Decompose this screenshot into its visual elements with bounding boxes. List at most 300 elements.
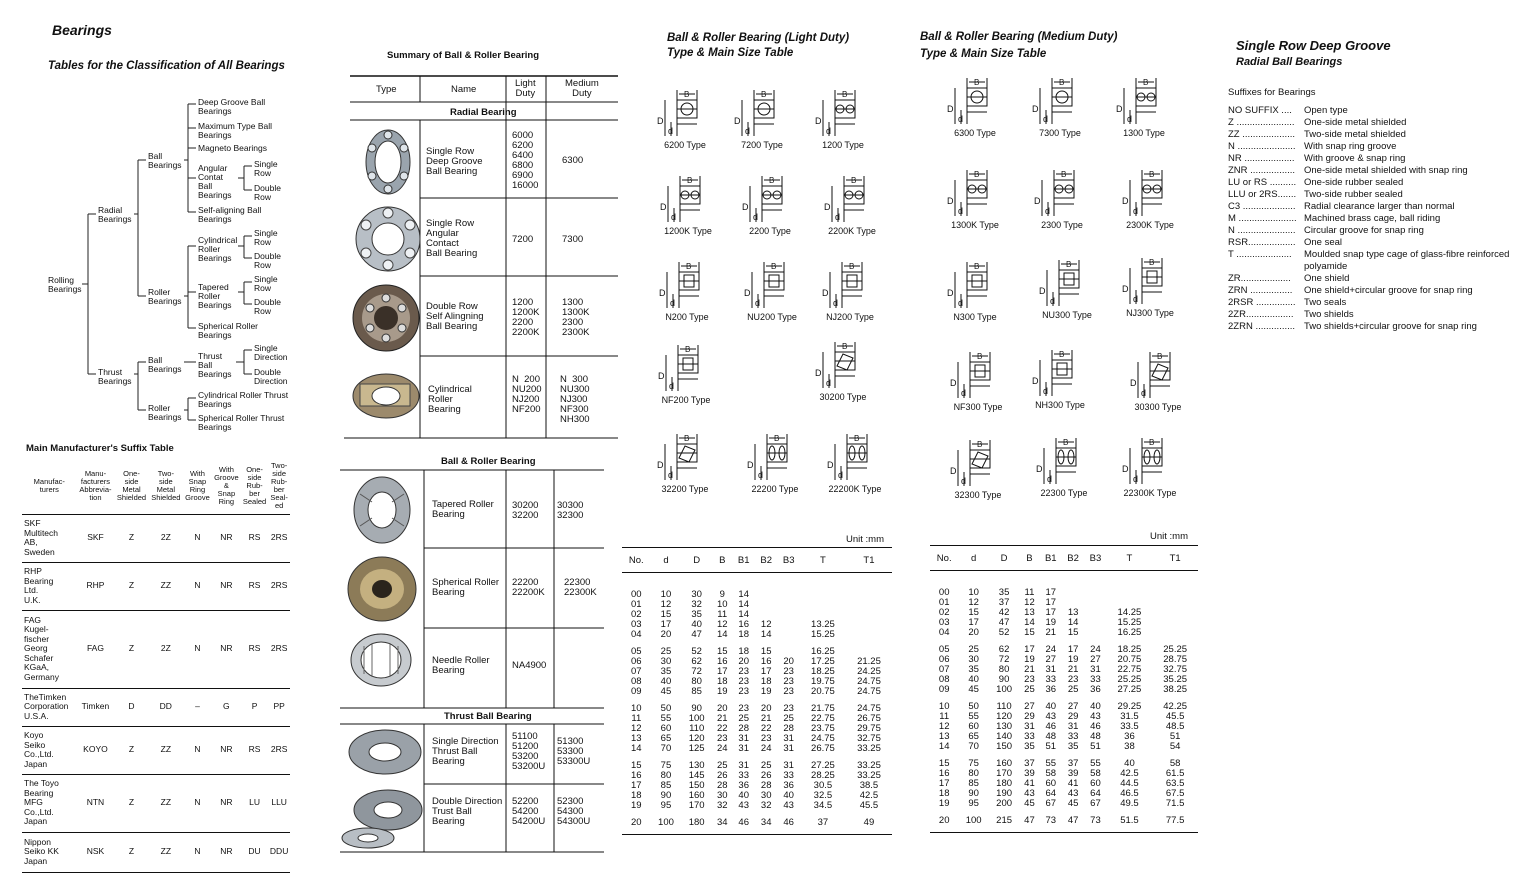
light-cell: 31 33 36 40 43: [783, 759, 794, 811]
medium-type-label: 22300 Type: [1040, 488, 1088, 498]
light-type-label: 7200 Type: [741, 140, 783, 150]
medium-type-label: 2300 Type: [1041, 220, 1083, 230]
medium-diagram: [1020, 76, 1100, 138]
svg-text:D: D: [815, 116, 822, 126]
summary-medium-cell: 30300 32300: [557, 500, 584, 521]
suffix-cell: RHP: [77, 562, 115, 610]
suffix-cell: 2RS: [268, 514, 290, 562]
svg-text:D: D: [1116, 104, 1123, 114]
suffix-header: Two- side Metal Shielded: [149, 458, 183, 514]
suffix-cell: –: [183, 688, 212, 726]
suffix-cell: The Toyo Bearing MFG Co.,Ltd. Japan: [22, 774, 77, 832]
svg-text:D: D: [1034, 196, 1041, 206]
medium-col-header: T: [1107, 546, 1153, 571]
suffix-code: ZRN ................: [1228, 285, 1293, 296]
self-aligning-image: [350, 282, 422, 354]
summary-medium-cell: 1300 1300K 2300 2300K: [562, 297, 590, 338]
tree-lines: [0, 0, 330, 440]
suffix-row: [22, 562, 290, 610]
summary-medium-cell: 51300 53300 53300U: [557, 736, 591, 767]
suffix-code: ZR...................: [1228, 273, 1291, 284]
classification-heading: Tables for the Classification of All Bearings: [48, 60, 285, 72]
light-row-group: [622, 811, 892, 835]
summary-medium-cell: N 300 NU300 NJ300 NF300 NH300: [560, 374, 590, 425]
suffix-cell: ZZ: [149, 832, 183, 872]
spherical-roller-image: [346, 553, 418, 625]
light-cell: 23 25 28 31 31: [738, 702, 749, 754]
svg-text:B: B: [1066, 260, 1072, 269]
light-type-label: 30200 Type: [819, 392, 867, 402]
svg-text:d: d: [1133, 294, 1139, 304]
medium-col-header: B2: [1062, 546, 1084, 571]
suffix-cell: PP: [268, 688, 290, 726]
light-diagram: [646, 343, 726, 405]
deep-subtitle: Radial Ball Bearings: [1236, 56, 1343, 68]
medium-cell: [1152, 581, 1198, 638]
suffix-header: Two- side Rub- ber Seal- ed: [268, 458, 290, 514]
light-col-header: T1: [846, 548, 892, 573]
suffix-desc: Two shields+circular groove for snap ring: [1304, 321, 1477, 332]
summary-medium-cell: 22300 22300K: [564, 577, 597, 598]
tree-single-row-1: Single Row: [254, 159, 278, 178]
light-cell: 46: [732, 811, 754, 835]
medium-unit: Unit :mm: [1150, 531, 1188, 542]
suffix-cell: TheTimken Corporation U.S.A.: [22, 688, 77, 726]
medium-cell: 37 39 41 43 45: [1067, 757, 1079, 809]
suffix-cell: P: [241, 688, 268, 726]
medium-cell: 40 43 46 48 51: [1045, 700, 1057, 752]
light-size-table: [622, 547, 892, 835]
suffix-code: LLU or 2RS.......: [1228, 189, 1297, 200]
medium-spacer: [930, 571, 1198, 581]
tree-cylindrical: Cylindrical Roller Bearings: [198, 235, 238, 263]
suffix-code: NR ...................: [1228, 153, 1295, 164]
summary-name-cell: Single Direction Thrust Ball Bearing: [432, 736, 499, 767]
suffix-cell: NR: [212, 726, 241, 774]
suffix-cell: Z: [114, 774, 148, 832]
svg-text:d: d: [1047, 474, 1053, 484]
light-cell: 05 06 07 08 09: [631, 645, 642, 697]
light-diagram: [803, 88, 883, 150]
svg-text:d: d: [668, 126, 674, 136]
light-cell: 20 21 22 23 24: [716, 702, 728, 754]
suffix-desc: With snap ring groove: [1304, 141, 1397, 152]
medium-type-label: 22300K Type: [1123, 488, 1177, 498]
light-diagram: [730, 174, 810, 236]
suffix-cell: NR: [212, 514, 241, 562]
light-cell: 16.25 17.25 18.25 19.75 20.75: [811, 645, 835, 697]
medium-cell: 47: [1062, 809, 1084, 833]
suffix-cell: FAG: [77, 610, 115, 688]
light-cell: 12 14: [760, 618, 772, 640]
suffix-code: LU or RS ..........: [1228, 177, 1297, 188]
light-col-header: B3: [777, 548, 799, 573]
tree-self-aligning: Self-aligning Ball Bearings: [198, 205, 262, 224]
suffix-code: T .....................: [1228, 249, 1292, 260]
summary-name-cell: Single Row Angular Contact Ball Bearing: [426, 218, 478, 259]
suffix-list-item: [1228, 129, 1518, 141]
svg-text:d: d: [1043, 114, 1049, 124]
svg-text:B: B: [1157, 352, 1163, 361]
svg-text:B: B: [854, 434, 860, 443]
suffix-desc: One-side metal shielded: [1304, 117, 1407, 128]
summary-medium-cell: 6300: [562, 155, 584, 166]
light-cell: 25 26 28 30 32: [760, 759, 772, 811]
suffix-code: ZZ ....................: [1228, 129, 1296, 140]
suffix-cell: Nippon Seiko KK Japan: [22, 832, 77, 872]
suffix-row: [22, 610, 290, 688]
medium-cell: 75 80 85 90 95: [968, 757, 979, 809]
svg-text:d: d: [961, 476, 967, 486]
svg-text:d: d: [833, 298, 839, 308]
medium-diagram: [1027, 258, 1107, 320]
medium-cell: 25 30 35 40 45: [968, 643, 979, 695]
svg-text:d: d: [1133, 474, 1139, 484]
suffixes-title: Suffixes for Bearings: [1228, 87, 1316, 98]
suffix-cell: 2Z: [149, 610, 183, 688]
summary-light-cell: 7200: [512, 234, 534, 245]
svg-text:B: B: [849, 262, 855, 271]
summary-section-radial: Radial Bearing: [450, 107, 517, 118]
svg-text:B: B: [1149, 258, 1155, 267]
svg-text:B: B: [769, 176, 775, 185]
medium-cell: 15 16 17 18 19: [938, 757, 950, 809]
svg-text:D: D: [950, 466, 957, 476]
suffix-cell: DDU: [268, 832, 290, 872]
summary-col-type: Type: [376, 84, 397, 95]
suffix-code: N ......................: [1228, 141, 1296, 152]
medium-cell: 40 43 46 48 51: [1090, 700, 1101, 752]
medium-diagram: [1104, 76, 1184, 138]
svg-text:D: D: [1122, 464, 1129, 474]
medium-col-header: D: [989, 546, 1019, 571]
svg-text:d: d: [1141, 388, 1147, 398]
svg-text:D: D: [747, 460, 754, 470]
tree-single-row-2: Single Row: [254, 228, 278, 247]
tapered-roller-image: [350, 474, 414, 546]
svg-text:B: B: [1149, 170, 1155, 179]
svg-text:D: D: [1032, 376, 1039, 386]
svg-text:B: B: [1143, 78, 1149, 87]
light-cell: [846, 583, 892, 640]
suffix-cell: Z: [114, 832, 148, 872]
suffix-cell: KOYO: [77, 726, 115, 774]
summary-light-cell: 22200 22200K: [512, 577, 545, 598]
suffix-table: [22, 458, 290, 873]
suffix-cell: NR: [212, 774, 241, 832]
svg-text:D: D: [947, 288, 954, 298]
suffix-cell: 2RS: [268, 562, 290, 610]
svg-text:d: d: [1133, 206, 1139, 216]
suffix-code: 2ZR..................: [1228, 309, 1294, 320]
medium-cell: 55 58 60 64 67: [1090, 757, 1101, 809]
light-cell: 20 23 23 23: [783, 655, 794, 697]
suffix-desc: One seal: [1304, 237, 1343, 248]
summary-col-light: Light Duty: [515, 78, 536, 99]
suffix-cell: RS: [241, 726, 268, 774]
suffix-list-item: [1228, 321, 1518, 333]
suffix-code: 2RSR ...............: [1228, 297, 1296, 308]
medium-diagram: [1118, 350, 1198, 412]
suffix-cell: NR: [212, 610, 241, 688]
svg-text:d: d: [835, 212, 841, 222]
svg-text:B: B: [774, 434, 780, 443]
light-cell: 15 16 17 18 19: [631, 759, 642, 811]
svg-text:d: d: [753, 212, 759, 222]
light-row-group: [622, 583, 892, 640]
medium-type-label: 32300 Type: [954, 490, 1002, 500]
light-diagram: [815, 432, 895, 494]
light-col-header: B: [712, 548, 732, 573]
suffix-list-item: [1228, 249, 1518, 273]
tree-rolling: Rolling Bearings: [48, 275, 82, 294]
medium-col-header: B1: [1040, 546, 1062, 571]
light-cell: 49: [846, 811, 892, 835]
suffix-desc: One-side rubber sealed: [1304, 177, 1404, 188]
suffix-cell: RS: [241, 514, 268, 562]
svg-text:d: d: [670, 298, 676, 308]
medium-cell: 17 19 21 23 25: [1024, 643, 1035, 695]
svg-text:B: B: [761, 90, 767, 99]
summary-light-cell: 6000 6200 6400 6800 6900 16000: [512, 130, 539, 191]
suffix-code: M ......................: [1228, 213, 1297, 224]
summary-medium-cell: 7300: [562, 234, 584, 245]
svg-text:D: D: [950, 378, 957, 388]
tree-radial: Radial Bearings: [98, 205, 132, 224]
tree-ball-2: Ball Bearings: [148, 355, 182, 374]
suffix-cell: NTN: [77, 774, 115, 832]
suffix-code: RSR..................: [1228, 237, 1296, 248]
svg-text:D: D: [1130, 378, 1137, 388]
medium-col-header: No.: [930, 546, 958, 571]
medium-diagram: [1110, 256, 1190, 318]
svg-text:d: d: [755, 298, 761, 308]
medium-cell: 55 58 60 64 67: [1045, 757, 1057, 809]
svg-text:D: D: [734, 116, 741, 126]
light-cell: [777, 583, 799, 640]
light-row-group: [622, 640, 892, 697]
medium-diagram: [1024, 436, 1104, 498]
tree-angular: Angular Contat Ball Bearings: [198, 163, 232, 200]
light-type-label: 32200 Type: [661, 484, 709, 494]
suffix-cell: N: [183, 726, 212, 774]
suffix-cell: Koyo Seiko Co.,Ltd. Japan: [22, 726, 77, 774]
tree-max-type: Maximum Type Ball Bearings: [198, 121, 273, 140]
suffix-cell: SKF: [77, 514, 115, 562]
angular-contact-image: [352, 203, 424, 275]
medium-cell: 50 55 60 65 70: [968, 700, 979, 752]
svg-text:d: d: [758, 470, 764, 480]
needle-roller-image: [346, 630, 416, 690]
suffix-list-item: [1228, 105, 1518, 117]
medium-cell: 05 06 07 08 09: [938, 643, 950, 695]
light-col-header: D: [681, 548, 712, 573]
svg-text:B: B: [1059, 350, 1065, 359]
medium-cell: 14.25 15.25 16.25: [1117, 606, 1142, 638]
suffix-cell: N: [183, 774, 212, 832]
suffix-list-item: [1228, 213, 1518, 225]
medium-diagram: [1110, 436, 1190, 498]
tree-double-row-3: Double Row: [254, 297, 281, 316]
light-col-header: No.: [622, 548, 651, 573]
suffix-list-item: [1228, 273, 1518, 285]
suffix-header: Manu- facturers Abbrevia- tion: [77, 458, 115, 514]
suffix-list-item: [1228, 237, 1518, 249]
medium-cell: 160 170 180 190 200: [996, 757, 1013, 809]
svg-text:D: D: [827, 460, 834, 470]
suffix-row: [22, 774, 290, 832]
svg-text:B: B: [851, 176, 857, 185]
svg-text:B: B: [977, 440, 983, 449]
svg-text:d: d: [826, 126, 832, 136]
svg-text:D: D: [822, 288, 829, 298]
svg-text:d: d: [745, 126, 751, 136]
suffix-header: One- side Rub- ber Sealed: [241, 458, 268, 514]
svg-text:D: D: [744, 288, 751, 298]
light-diagram: [648, 174, 728, 236]
medium-cell: 25.25 28.75 32.75 35.25 38.25: [1163, 643, 1188, 695]
light-type-label: 6200 Type: [664, 140, 706, 150]
tree-thrust-ball: Thrust Ball Bearings: [198, 351, 232, 379]
suffix-cell: LLU: [268, 774, 290, 832]
summary-medium-cell: 52300 54300 54300U: [557, 796, 591, 827]
suffix-cell: RHP Bearing Ltd. U.K.: [22, 562, 77, 610]
suffix-cell: Z: [114, 514, 148, 562]
suffix-cell: NSK: [77, 832, 115, 872]
medium-cell: 215: [989, 809, 1019, 833]
svg-text:B: B: [684, 434, 690, 443]
suffix-code: N ......................: [1228, 225, 1296, 236]
light-diagram: [803, 340, 883, 402]
summary-section-thrust: Thrust Ball Bearing: [444, 711, 532, 722]
light-col-header: B2: [755, 548, 777, 573]
light-cell: 31 33 36 40 43: [738, 759, 749, 811]
svg-text:B: B: [1061, 170, 1067, 179]
suffix-cell: SKF Multitech AB, Sweden: [22, 514, 77, 562]
light-cell: 52 62 72 80 85: [691, 645, 702, 697]
light-cell: 20: [622, 811, 651, 835]
light-cell: 23 25 28 31 31: [783, 702, 794, 754]
light-cell: 14 14 14 16 18: [738, 588, 749, 640]
svg-text:D: D: [815, 368, 822, 378]
medium-cell: 37 39 41 43 45: [1024, 757, 1035, 809]
medium-type-label: 30300 Type: [1134, 402, 1182, 412]
svg-text:B: B: [1149, 438, 1155, 447]
suffix-row: [22, 726, 290, 774]
light-type-label: 22200 Type: [751, 484, 799, 494]
medium-col-header: B: [1019, 546, 1039, 571]
suffix-cell: DD: [149, 688, 183, 726]
medium-size-table: [930, 545, 1198, 833]
suffix-list-item: [1228, 165, 1518, 177]
medium-type-label: NJ300 Type: [1126, 308, 1174, 318]
svg-text:B: B: [771, 262, 777, 271]
light-cell: 21.75 22.75 23.75 24.75 26.75: [811, 702, 835, 754]
medium-type-label: 1300K Type: [951, 220, 999, 230]
light-cell: 20 21 22 23 24: [760, 702, 772, 754]
suffix-cell: Z: [114, 610, 148, 688]
light-type-label: 22200K Type: [828, 484, 882, 494]
light-cell: 18 20 23 23 23: [738, 645, 749, 697]
light-cell: 34: [712, 811, 732, 835]
summary-name-cell: Single Row Deep Groove Ball Bearing: [426, 146, 483, 177]
tree-deep-groove: Deep Groove Ball Bearings: [198, 97, 266, 116]
light-type-label: 2200K Type: [828, 226, 876, 236]
medium-cell: 13 14 15: [1067, 606, 1079, 638]
suffix-desc: Radial clearance larger than normal: [1304, 201, 1455, 212]
summary-title: Summary of Ball & Roller Bearing: [387, 50, 540, 61]
light-cell: 90 100 110 120 125: [688, 702, 705, 754]
suffix-code: 2ZRN ...............: [1228, 321, 1296, 332]
suffix-cell: N: [183, 514, 212, 562]
medium-cell: 58 61.5 63.5 67.5 71.5: [1165, 757, 1185, 809]
light-col-header: d: [651, 548, 682, 573]
medium-cell: 73: [1040, 809, 1062, 833]
suffix-list-item: [1228, 297, 1518, 309]
svg-text:d: d: [826, 378, 832, 388]
summary-name-cell: Cylindrical Roller Bearing: [428, 384, 472, 415]
light-diagram: [732, 260, 812, 322]
suffix-desc: Machined brass cage, ball riding: [1304, 213, 1441, 224]
tree-ball-1: Ball Bearings: [148, 151, 182, 170]
svg-text:B: B: [1059, 78, 1065, 87]
suffix-cell: 2RS: [268, 610, 290, 688]
medium-cell: 42.25 45.5 48.5 51 54: [1163, 700, 1188, 752]
medium-cell: 29.25 31.5 33.5 36 38: [1117, 700, 1142, 752]
summary-name-cell: Double Direction Trust Ball Bearing: [432, 796, 503, 827]
suffix-desc: Circular groove for snap ring: [1304, 225, 1424, 236]
summary-light-cell: 51100 51200 53200 53200U: [512, 731, 546, 772]
suffix-list-item: [1228, 309, 1518, 321]
tree-roller-1: Roller Bearings: [148, 287, 182, 306]
light-cell: 50 55 60 65 70: [660, 702, 672, 754]
suffix-cell: G: [212, 688, 241, 726]
tree-spherical: Spherical Roller Bearings: [198, 321, 258, 340]
light-cell: 9 10 11 12 14: [716, 588, 728, 640]
tree-thrust: Thrust Bearings: [98, 367, 132, 386]
light-diagram: [722, 88, 802, 150]
medium-diagram: [935, 168, 1015, 230]
tree-cyl-thrust: Cylindrical Roller Thrust Bearings: [198, 390, 289, 409]
svg-text:D: D: [659, 288, 666, 298]
suffix-desc: Open type: [1304, 105, 1348, 116]
suffix-cell: 2RS: [268, 726, 290, 774]
suffix-list: [1228, 105, 1518, 333]
light-subtitle: Type & Main Size Table: [667, 47, 794, 59]
medium-type-label: 6300 Type: [954, 128, 996, 138]
light-type-label: NU200 Type: [747, 312, 797, 322]
light-spacer: [622, 573, 892, 583]
svg-text:D: D: [947, 196, 954, 206]
suffix-header: Manufac- turers: [22, 458, 77, 514]
light-cell: 10 12 15 17 20: [660, 588, 672, 640]
svg-text:B: B: [842, 90, 848, 99]
suffix-row: [22, 832, 290, 872]
svg-text:d: d: [1050, 296, 1056, 306]
tree-single-row-3: Single Row: [254, 274, 278, 293]
suffix-list-item: [1228, 177, 1518, 189]
suffix-cell: FAG Kugel- fischer Georg Schafer KGaA, Germany: [22, 610, 77, 688]
medium-cell: 10 11 12 13 14: [938, 700, 950, 752]
tree-roller-2: Roller Bearings: [148, 403, 182, 422]
light-cell: 30 32 35 40 47: [691, 588, 702, 640]
medium-cell: 11 12 13 14 15: [1024, 586, 1035, 638]
svg-text:B: B: [686, 262, 692, 271]
medium-cell: 62 72 80 90 100: [996, 643, 1013, 695]
svg-text:B: B: [974, 78, 980, 87]
medium-cell: 24 27 31 33 36: [1090, 643, 1101, 695]
summary-name-cell: Spherical Roller Bearing: [432, 577, 500, 598]
